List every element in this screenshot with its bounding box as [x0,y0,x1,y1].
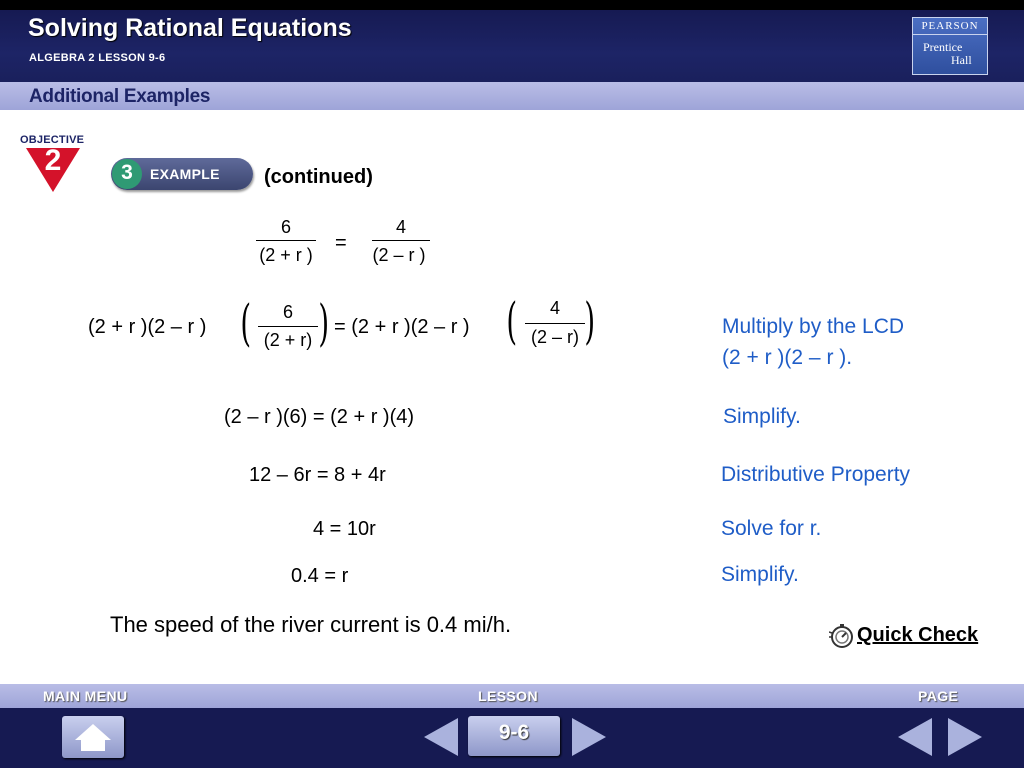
step2-note: Simplify. [723,405,801,428]
page-previous-button[interactable] [896,716,934,763]
main-menu-label: MAIN MENU [43,688,128,704]
step4-expression: 4 = 10r [313,518,376,540]
lesson-label: LESSON [478,688,538,704]
page-title: Solving Rational Equations [28,14,352,42]
page-label: PAGE [918,688,959,704]
eq1-left-fraction-bar [256,240,316,241]
step3-expression: 12 – 6r = 8 + 4r [249,464,386,486]
arrow-left-icon [422,716,460,758]
quick-check-label[interactable]: Quick Check [857,624,979,646]
home-icon [62,716,124,758]
lesson-subtitle: ALGEBRA 2 LESSON 9-6 [29,52,166,64]
step1-note-line2: (2 + r )(2 – r ). [722,346,853,369]
step1-frac2-bar [525,323,585,324]
example-label: EXAMPLE [150,166,220,182]
eq1-right-fraction-bar [372,240,430,241]
example-number: 3 [121,161,133,184]
pearson-logo [912,17,988,75]
stopwatch-icon [829,623,855,649]
step1-left-paren-open: ( [240,294,252,352]
quick-check-link[interactable] [829,623,855,654]
continued-label: (continued) [264,166,373,188]
section-title: Additional Examples [29,86,211,107]
main-menu-home-button[interactable] [62,716,124,758]
step1-note-line1: Multiply by the LCD [722,315,905,338]
top-border [0,0,1024,10]
lesson-number: 9-6 [498,721,530,744]
step1-right-paren-close: ) [584,292,596,350]
step1-frac1-denominator: (2 + r) [263,330,313,350]
objective-label: OBJECTIVE [20,134,85,146]
step5-note: Simplify. [721,563,799,586]
logo-hall-text: Hall [951,53,972,67]
arrow-right-icon [570,716,608,758]
objective-number: 2 [44,144,62,177]
eq1-left-numerator: 6 [280,217,291,237]
page-next-button[interactable] [946,716,984,763]
eq1-right-numerator: 4 [395,217,406,237]
lesson-previous-button[interactable] [422,716,460,763]
logo-pearson-text: PEARSON [913,20,987,35]
step4-note: Solve for r. [721,517,822,540]
lesson-next-button[interactable] [570,716,608,763]
step1-right-paren-open: ( [506,292,518,350]
logo-prentice-text: Prentice [923,40,963,54]
step3-note: Distributive Property [721,463,911,486]
step1-frac2-numerator: 4 [549,298,560,318]
arrow-right-icon [946,716,984,758]
eq1-equals: = [335,232,347,254]
conclusion-text: The speed of the river current is 0.4 mi/h. [110,612,512,637]
eq1-right-denominator: (2 – r ) [372,245,426,265]
eq1-left-denominator: (2 + r ) [259,245,313,265]
step1-frac2-denominator: (2 – r) [530,327,579,347]
step1-frac1-bar [258,326,318,327]
step1-left-paren-close: ) [318,294,330,352]
step1-middle: = (2 + r )(2 – r ) [334,316,470,338]
step1-frac1-numerator: 6 [282,302,293,322]
step5-expression: 0.4 = r [291,565,349,587]
step2-expression: (2 – r )(6) = (2 + r )(4) [224,406,415,428]
arrow-left-icon [896,716,934,758]
step1-left-factor: (2 + r )(2 – r ) [88,316,207,338]
